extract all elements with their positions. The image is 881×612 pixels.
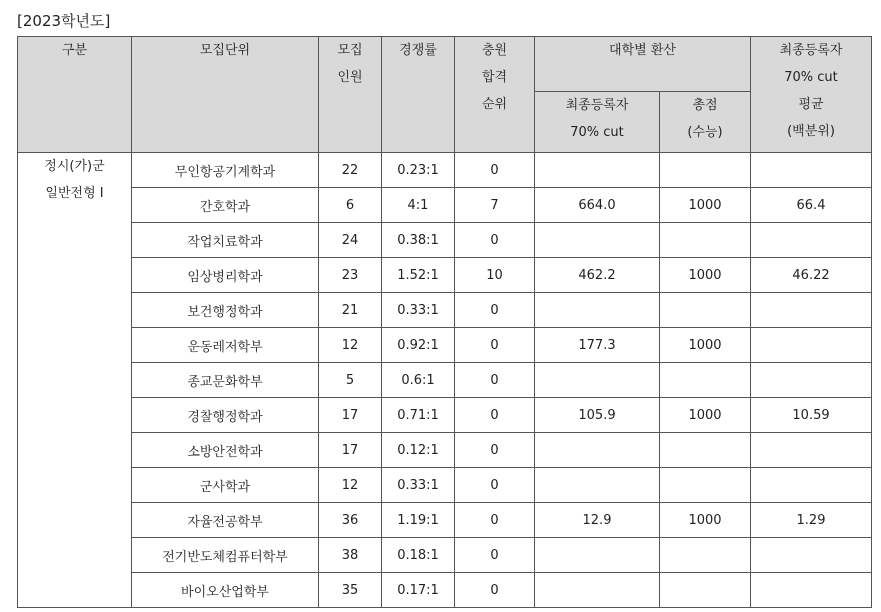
unit-cell: 소방안전학과 [132, 433, 319, 468]
quota-cell: 38 [319, 538, 382, 573]
ratio-cell: 0.17:1 [382, 573, 455, 608]
header-quota: 모집 인원 [319, 37, 382, 153]
cut-cell: 12.9 [535, 503, 660, 538]
total-cell [660, 223, 751, 258]
rank-cell: 0 [455, 468, 535, 503]
rank-cell: 0 [455, 503, 535, 538]
total-cell: 1000 [660, 398, 751, 433]
unit-cell: 자율전공학부 [132, 503, 319, 538]
total-cell: 1000 [660, 258, 751, 293]
table-row [18, 573, 872, 608]
unit-cell: 작업치료학과 [132, 223, 319, 258]
table-body [18, 153, 872, 608]
unit-cell: 군사학과 [132, 468, 319, 503]
unit-cell: 임상병리학과 [132, 258, 319, 293]
cut-cell: 462.2 [535, 258, 660, 293]
total-cell: 1000 [660, 188, 751, 223]
ratio-cell: 0.6:1 [382, 363, 455, 398]
ratio-cell: 0.18:1 [382, 538, 455, 573]
unit-cell: 무인항공기계학과 [132, 153, 319, 188]
total-cell [660, 293, 751, 328]
avg-cell: 1.29 [751, 503, 872, 538]
total-cell [660, 538, 751, 573]
table-row [18, 188, 872, 223]
unit-cell: 전기반도체컴퓨터학부 [132, 538, 319, 573]
rank-cell: 0 [455, 363, 535, 398]
cut-cell [535, 223, 660, 258]
rank-cell: 0 [455, 293, 535, 328]
rank-cell: 0 [455, 398, 535, 433]
ratio-cell: 0.12:1 [382, 433, 455, 468]
cut-cell [535, 293, 660, 328]
rank-cell: 0 [455, 223, 535, 258]
quota-cell: 21 [319, 293, 382, 328]
avg-cell [751, 328, 872, 363]
cut-cell [535, 468, 660, 503]
header-division: 구분 [18, 37, 132, 153]
avg-cell [751, 293, 872, 328]
ratio-cell: 0.33:1 [382, 468, 455, 503]
ratio-cell: 0.33:1 [382, 293, 455, 328]
table-row [18, 153, 872, 188]
rank-cell: 0 [455, 538, 535, 573]
unit-cell: 종교문화학부 [132, 363, 319, 398]
cut-cell [535, 538, 660, 573]
quota-cell: 35 [319, 573, 382, 608]
rank-cell: 0 [455, 328, 535, 363]
table-caption: [2023학년도] [17, 12, 111, 30]
quota-cell: 23 [319, 258, 382, 293]
rank-cell: 0 [455, 433, 535, 468]
quota-cell: 12 [319, 328, 382, 363]
cut-cell [535, 433, 660, 468]
quota-cell: 17 [319, 398, 382, 433]
table-row [18, 433, 872, 468]
quota-cell: 22 [319, 153, 382, 188]
header-rank: 충원 합격 순위 [455, 37, 535, 153]
unit-cell: 바이오산업학부 [132, 573, 319, 608]
avg-cell: 66.4 [751, 188, 872, 223]
quota-cell: 5 [319, 363, 382, 398]
header-univ-cut: 최종등록자 70% cut [535, 92, 660, 153]
rank-cell: 0 [455, 573, 535, 608]
header-total: 총점 (수능) [660, 92, 751, 153]
table-row [18, 468, 872, 503]
ratio-cell: 4:1 [382, 188, 455, 223]
avg-cell: 46.22 [751, 258, 872, 293]
ratio-cell: 1.52:1 [382, 258, 455, 293]
ratio-cell: 1.19:1 [382, 503, 455, 538]
quota-cell: 17 [319, 433, 382, 468]
total-cell: 1000 [660, 328, 751, 363]
cut-cell: 177.3 [535, 328, 660, 363]
total-cell [660, 433, 751, 468]
table-row [18, 538, 872, 573]
cut-cell [535, 573, 660, 608]
total-cell [660, 468, 751, 503]
rank-cell: 7 [455, 188, 535, 223]
header-final-avg: 최종등록자 70% cut 평균 (백분위) [751, 37, 872, 153]
total-cell [660, 573, 751, 608]
total-cell: 1000 [660, 503, 751, 538]
quota-cell: 6 [319, 188, 382, 223]
group-cell: 정시(가)군 일반전형 I [18, 153, 132, 608]
rank-cell: 10 [455, 258, 535, 293]
ratio-cell: 0.92:1 [382, 328, 455, 363]
ratio-cell: 0.38:1 [382, 223, 455, 258]
cut-cell [535, 363, 660, 398]
avg-cell [751, 153, 872, 188]
table-row [18, 328, 872, 363]
unit-cell: 간호학과 [132, 188, 319, 223]
rank-cell: 0 [455, 153, 535, 188]
avg-cell [751, 468, 872, 503]
unit-cell: 보건행정학과 [132, 293, 319, 328]
cut-cell [535, 153, 660, 188]
avg-cell [751, 363, 872, 398]
header-univ-conversion: 대학별 환산 [535, 37, 751, 92]
table-row [18, 363, 872, 398]
header-unit: 모집단위 [132, 37, 319, 153]
avg-cell: 10.59 [751, 398, 872, 433]
table-row [18, 293, 872, 328]
cut-cell: 664.0 [535, 188, 660, 223]
table-row [18, 258, 872, 293]
total-cell [660, 363, 751, 398]
cut-cell: 105.9 [535, 398, 660, 433]
quota-cell: 24 [319, 223, 382, 258]
unit-cell: 경찰행정학과 [132, 398, 319, 433]
table-row [18, 223, 872, 258]
header-competition: 경쟁률 [382, 37, 455, 153]
avg-cell [751, 433, 872, 468]
ratio-cell: 0.23:1 [382, 153, 455, 188]
quota-cell: 36 [319, 503, 382, 538]
table-row [18, 398, 872, 433]
admissions-table [17, 36, 872, 608]
avg-cell [751, 223, 872, 258]
avg-cell [751, 573, 872, 608]
unit-cell: 운동레저학부 [132, 328, 319, 363]
ratio-cell: 0.71:1 [382, 398, 455, 433]
total-cell [660, 153, 751, 188]
quota-cell: 12 [319, 468, 382, 503]
table-row [18, 503, 872, 538]
avg-cell [751, 538, 872, 573]
